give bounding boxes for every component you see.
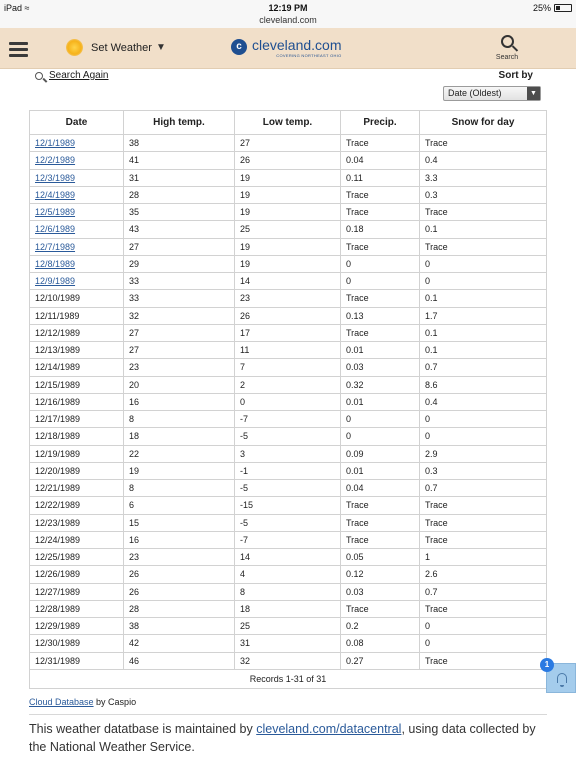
cell-snow: 0.1 [420,290,547,307]
cell-date: 12/25/1989 [30,549,124,566]
table-row [30,652,547,669]
caspio-suffix: by Caspio [93,697,137,707]
table-row [30,583,547,600]
table-header-row [30,111,547,135]
cell-date[interactable]: 12/6/1989 [30,221,124,238]
status-time: 12:19 PM [268,3,308,13]
table-row [30,221,547,238]
cell-precip: 0.12 [341,566,420,583]
cell-low-temp: 25 [235,221,341,238]
cell-precip: Trace [341,238,420,255]
cell-date[interactable]: 12/1/1989 [30,135,124,152]
cell-high-temp: 38 [124,135,235,152]
search-icon [501,35,514,48]
cell-snow: 0 [420,273,547,290]
table-row [30,514,547,531]
cell-high-temp: 15 [124,514,235,531]
cell-low-temp: 32 [235,652,341,669]
cell-high-temp: 27 [124,342,235,359]
cell-precip: 0.04 [341,480,420,497]
cell-snow: 0 [420,635,547,652]
cell-high-temp: 35 [124,204,235,221]
cell-date: 12/14/1989 [30,359,124,376]
address-url[interactable]: cleveland.com [259,15,317,25]
bell-icon [557,673,567,683]
cell-snow: 0.3 [420,186,547,203]
cell-snow: 0.1 [420,221,547,238]
cell-high-temp: 22 [124,445,235,462]
cell-precip: 0 [341,255,420,272]
site-logo[interactable] [231,38,342,58]
weather-table [29,110,547,689]
cell-high-temp: 28 [124,186,235,203]
battery-icon [554,4,572,12]
cell-high-temp: 18 [124,428,235,445]
cell-snow: 0.3 [420,462,547,479]
table-row [30,497,547,514]
datacentral-link[interactable]: cleveland.com/datacentral [256,722,402,736]
sort-select[interactable] [443,86,541,101]
table-row [30,411,547,428]
table-row [30,428,547,445]
table-row [30,152,547,169]
cell-low-temp: 19 [235,255,341,272]
battery-percent: 25% [532,3,551,13]
cell-snow: 3.3 [420,169,547,186]
cell-snow: 0 [420,255,547,272]
cell-precip: 0 [341,273,420,290]
table-row [30,273,547,290]
cell-precip: Trace [341,531,420,548]
cell-snow: 0.4 [420,393,547,410]
cell-snow: 1 [420,549,547,566]
table-row [30,255,547,272]
table-row [30,549,547,566]
cell-high-temp: 8 [124,411,235,428]
cell-snow: 0.1 [420,324,547,341]
cell-date[interactable]: 12/9/1989 [30,273,124,290]
column-header-snow: Snow for day [420,111,547,135]
sort-by-label: Sort by [498,70,533,81]
cell-precip: Trace [341,290,420,307]
column-header-precip: Precip. [341,111,420,135]
cell-low-temp: 26 [235,152,341,169]
cell-high-temp: 20 [124,376,235,393]
table-row [30,480,547,497]
cell-snow: Trace [420,514,547,531]
cell-precip: 0.2 [341,618,420,635]
cell-low-temp: 11 [235,342,341,359]
caspio-credit [29,697,136,707]
cell-date[interactable]: 12/2/1989 [30,152,124,169]
site-header [0,28,576,69]
cell-precip: 0 [341,411,420,428]
cell-low-temp: 19 [235,169,341,186]
cell-date: 12/22/1989 [30,497,124,514]
cell-high-temp: 16 [124,393,235,410]
cell-date[interactable]: 12/3/1989 [30,169,124,186]
cell-low-temp: -5 [235,428,341,445]
cell-high-temp: 46 [124,652,235,669]
cell-low-temp: 25 [235,618,341,635]
cell-snow: 0 [420,411,547,428]
table-row [30,376,547,393]
cell-precip: Trace [341,186,420,203]
cell-precip: 0.01 [341,393,420,410]
cell-high-temp: 42 [124,635,235,652]
cell-date: 12/29/1989 [30,618,124,635]
cell-high-temp: 27 [124,238,235,255]
cell-precip: 0.13 [341,307,420,324]
cell-high-temp: 28 [124,600,235,617]
cell-low-temp: 23 [235,290,341,307]
cell-date: 12/21/1989 [30,480,124,497]
cell-high-temp: 38 [124,618,235,635]
table-row [30,359,547,376]
logo-text: cleveland.com [252,37,342,53]
table-row [30,600,547,617]
table-row [30,307,547,324]
table-row [30,531,547,548]
cell-precip: 0.01 [341,462,420,479]
cell-snow: 0.7 [420,583,547,600]
cell-precip: 0.03 [341,583,420,600]
cell-date: 12/15/1989 [30,376,124,393]
logo-tagline: COVERING NORTHEAST OHIO [276,53,342,58]
cell-snow: Trace [420,238,547,255]
cell-low-temp: 3 [235,445,341,462]
cell-high-temp: 32 [124,307,235,324]
cell-date: 12/10/1989 [30,290,124,307]
logo-mark-icon: c [231,39,247,55]
divider [29,714,547,715]
note-suffix: , using data collected by the National Weather Service. [29,722,536,754]
cell-low-temp: 19 [235,186,341,203]
cell-high-temp: 41 [124,152,235,169]
cell-date: 12/12/1989 [30,324,124,341]
table-row [30,342,547,359]
wifi-icon: ≈ [24,3,30,13]
cell-low-temp: -15 [235,497,341,514]
notification-badge: 1 [540,658,554,672]
cell-high-temp: 23 [124,359,235,376]
cell-precip: 0.03 [341,359,420,376]
cell-snow: 2.9 [420,445,547,462]
battery-fill [556,6,560,10]
cell-date: 12/31/1989 [30,652,124,669]
cell-high-temp: 33 [124,273,235,290]
table-footer-row [30,669,547,688]
cell-date: 12/27/1989 [30,583,124,600]
column-header-date: Date [30,111,124,135]
cell-high-temp: 27 [124,324,235,341]
cell-snow: 0.4 [420,152,547,169]
cell-low-temp: -7 [235,411,341,428]
cell-high-temp: 31 [124,169,235,186]
cell-snow: 0 [420,428,547,445]
cell-low-temp: 4 [235,566,341,583]
cell-high-temp: 43 [124,221,235,238]
chevron-down-icon: ▼ [155,42,166,53]
cell-precip: Trace [341,135,420,152]
cell-low-temp: -1 [235,462,341,479]
cell-date[interactable]: 12/4/1989 [30,186,124,203]
cell-low-temp: 19 [235,204,341,221]
cell-precip: 0.04 [341,152,420,169]
cell-precip: Trace [341,514,420,531]
cell-low-temp: 26 [235,307,341,324]
search-icon [35,72,43,80]
table-row [30,238,547,255]
cell-high-temp: 29 [124,255,235,272]
cell-low-temp: 14 [235,273,341,290]
cell-date: 12/24/1989 [30,531,124,548]
header-search-button[interactable] [492,35,522,61]
cell-low-temp: -7 [235,531,341,548]
cell-snow: Trace [420,204,547,221]
cell-snow: Trace [420,652,547,669]
cell-precip: Trace [341,497,420,514]
table-row [30,204,547,221]
cell-snow: 0 [420,618,547,635]
cell-low-temp: 17 [235,324,341,341]
table-row [30,290,547,307]
table-row [30,445,547,462]
cell-precip: Trace [341,324,420,341]
cell-precip: 0.18 [341,221,420,238]
cell-low-temp: 18 [235,600,341,617]
records-count: Records 1-31 of 31 [30,669,547,688]
table-row [30,566,547,583]
set-weather-label: Set Weather [91,41,152,54]
cell-low-temp: 14 [235,549,341,566]
cell-snow: 0.1 [420,342,547,359]
cell-high-temp: 26 [124,566,235,583]
sort-selected-value: Date (Oldest) [448,88,502,98]
table-row [30,393,547,410]
status-bar [0,0,576,28]
cell-date: 12/11/1989 [30,307,124,324]
maintainer-note [29,720,549,756]
cell-high-temp: 16 [124,531,235,548]
table-row [30,324,547,341]
cell-precip: 0.05 [341,549,420,566]
header-search-label: Search [495,54,519,61]
cell-low-temp: 31 [235,635,341,652]
cell-low-temp: 8 [235,583,341,600]
cell-precip: 0.01 [341,342,420,359]
table-row [30,618,547,635]
table-row [30,186,547,203]
cell-precip: Trace [341,204,420,221]
cell-precip: 0.09 [341,445,420,462]
cell-snow: 8.6 [420,376,547,393]
cell-date: 12/30/1989 [30,635,124,652]
cell-precip: 0.32 [341,376,420,393]
cell-high-temp: 19 [124,462,235,479]
table-row [30,462,547,479]
cell-low-temp: -5 [235,514,341,531]
battery-status [533,3,572,13]
cell-date[interactable]: 12/8/1989 [30,255,124,272]
cell-date: 12/18/1989 [30,428,124,445]
cell-precip: 0.08 [341,635,420,652]
cell-precip: 0.11 [341,169,420,186]
cell-date: 12/26/1989 [30,566,124,583]
cell-high-temp: 26 [124,583,235,600]
device-name: iPad [4,3,23,13]
note-prefix: This weather datatbase is maintained by [29,722,257,736]
cell-snow: Trace [420,531,547,548]
cell-snow: 0.7 [420,480,547,497]
cloud-database-link[interactable]: Cloud Database [29,697,94,707]
table-row [30,635,547,652]
cell-precip: 0 [341,428,420,445]
cell-high-temp: 6 [124,497,235,514]
cell-low-temp: 2 [235,376,341,393]
cell-date: 12/17/1989 [30,411,124,428]
cell-snow: 1.7 [420,307,547,324]
column-header-high-temp: High temp. [124,111,235,135]
cell-low-temp: 7 [235,359,341,376]
table-row [30,135,547,152]
cell-date: 12/13/1989 [30,342,124,359]
sun-icon [66,39,83,56]
cell-date[interactable]: 12/5/1989 [30,204,124,221]
cell-high-temp: 8 [124,480,235,497]
cell-date[interactable]: 12/7/1989 [30,238,124,255]
cell-date: 12/20/1989 [30,462,124,479]
hamburger-menu-icon[interactable] [9,42,28,57]
cell-precip: Trace [341,600,420,617]
cell-low-temp: 0 [235,393,341,410]
cell-date: 12/28/1989 [30,600,124,617]
cell-snow: Trace [420,135,547,152]
cell-snow: Trace [420,497,547,514]
cell-date: 12/16/1989 [30,393,124,410]
cell-high-temp: 23 [124,549,235,566]
cell-low-temp: -5 [235,480,341,497]
column-header-low-temp: Low temp. [235,111,341,135]
set-weather-button[interactable] [66,39,166,56]
cell-snow: 0.7 [420,359,547,376]
dropdown-arrow-icon: ▼ [527,87,540,100]
table-row [30,169,547,186]
cell-snow: Trace [420,600,547,617]
search-again-label: Search Again [49,70,109,81]
cell-low-temp: 27 [235,135,341,152]
cell-snow: 2.6 [420,566,547,583]
search-again-link[interactable] [35,70,109,81]
cell-date: 12/23/1989 [30,514,124,531]
cell-date: 12/19/1989 [30,445,124,462]
cell-low-temp: 19 [235,238,341,255]
cell-precip: 0.27 [341,652,420,669]
cell-high-temp: 33 [124,290,235,307]
